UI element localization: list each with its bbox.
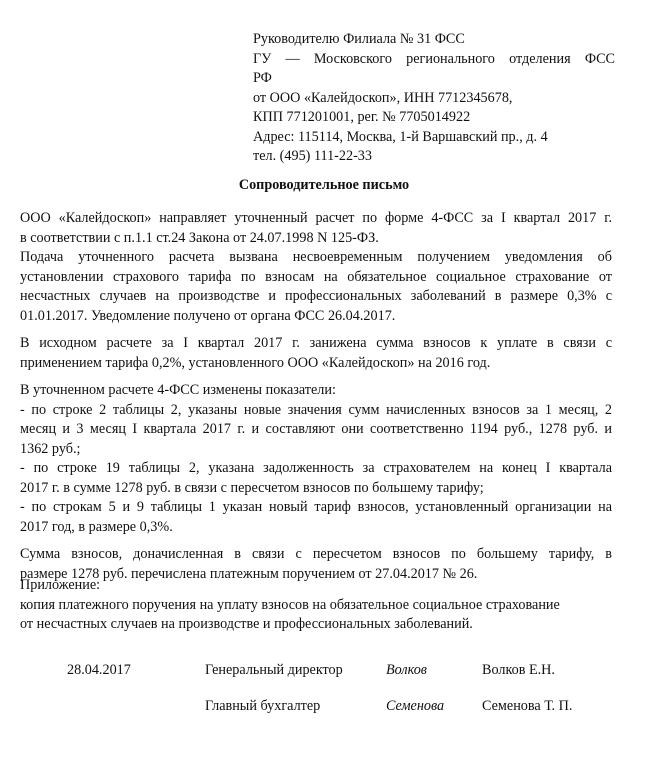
- appendix-block: [20, 576, 612, 635]
- text-line: - по строке 19 таблицы 2, указана задолженность за страхователем на конец I квартала: [20, 460, 612, 476]
- text-line: установлении страхового тарифа по взносам на обязательное социальное страхование от: [20, 268, 612, 285]
- addressee-line: Руководителю Филиала № 31 ФСС: [253, 31, 465, 47]
- text-line: - по строкам 5 и 9 таблицы 1 указан новый тариф взносов, установленный организации на: [20, 499, 612, 515]
- sender-address: Адрес: 115114, Москва, 1-й Варшавский пр., д. 4: [253, 128, 548, 145]
- text-line: 2017 г. в сумме 1278 руб. в связи с пересчетом взносов по большему тарифу;: [20, 479, 484, 496]
- letter-date: 28.04.2017: [67, 662, 131, 678]
- accountant-title: Главный бухгалтер: [205, 698, 321, 714]
- text-line: Сумма взносов, доначисленная в связи с пересчетом взносов по большему тарифу, в: [20, 546, 612, 562]
- paragraph-intro: [20, 209, 612, 248]
- text-line: в соответствии с п.1.1 ст.24 Закона от 24.07.1998 N 125-ФЗ.: [20, 229, 379, 246]
- paragraph-changes: [20, 381, 612, 537]
- text-line: ООО «Калейдоскоп» направляет уточненный расчет по форме 4-ФСС за I квартал 2017 г.: [20, 210, 612, 226]
- director-title: Генеральный директор: [205, 662, 343, 678]
- text-line: 2017 год, в размере 0,3%.: [20, 518, 173, 535]
- text-line: В исходном расчете за I квартал 2017 г. занижена сумма взносов к уплате в связи с: [20, 335, 612, 351]
- text-line: - по строке 2 таблицы 2, указаны новые значения сумм начисленных взносов за 1 месяц, 2: [20, 401, 612, 418]
- appendix-line: от несчастных случаев на производстве и профессиональных заболеваний.: [20, 616, 473, 632]
- text-line: Подача уточненного расчета вызвана несвоевременным получением уведомления об: [20, 249, 612, 265]
- letter-title: Сопроводительное письмо: [238, 177, 410, 193]
- paragraph-reason: [20, 248, 612, 326]
- text-line: 01.01.2017. Уведомление получено от органа ФСС 26.04.2017.: [20, 307, 396, 324]
- text-line: размере 1278 руб. перечислена платежным поручением от 27.04.2017 № 26.: [20, 565, 478, 582]
- sender-phone: тел. (495) 111-22-33: [253, 148, 372, 164]
- text-line: 1362 руб.;: [20, 440, 81, 457]
- addressee-block: [253, 30, 615, 167]
- director-signature: Волков: [386, 662, 427, 678]
- sender-line: от ООО «Калейдоскоп», ИНН 7712345678,: [253, 89, 513, 106]
- director-name: Волков Е.Н.: [482, 662, 555, 678]
- accountant-name: Семенова Т. П.: [482, 698, 573, 714]
- addressee-line: РФ: [253, 70, 272, 86]
- text-line: применением тарифа 0,2%, установленного ООО «Калейдоскоп» на 2016 год.: [20, 354, 491, 371]
- text-line: несчастных случаев на производстве и профессиональных заболеваний в размере 0,3% с: [20, 288, 612, 304]
- accountant-signature: Семенова: [386, 698, 445, 714]
- paragraph-original-calc: [20, 334, 612, 373]
- text-line: месяц и 3 месяц I квартала 2017 г. и составляют они соответственно 1194 руб., 1278 руб. и: [20, 421, 612, 437]
- addressee-line: ГУ — Московского регионального отделения ФСС: [253, 50, 615, 67]
- text-line: В уточненном расчете 4-ФСС изменены показатели:: [20, 382, 336, 398]
- sender-line: КПП 771201001, рег. № 7705014922: [253, 109, 471, 125]
- appendix-heading: Приложение:: [20, 577, 101, 593]
- letter-body: [20, 209, 612, 584]
- appendix-line: копия платежного поручения на уплату взносов на обязательное социальное страхование: [20, 596, 560, 613]
